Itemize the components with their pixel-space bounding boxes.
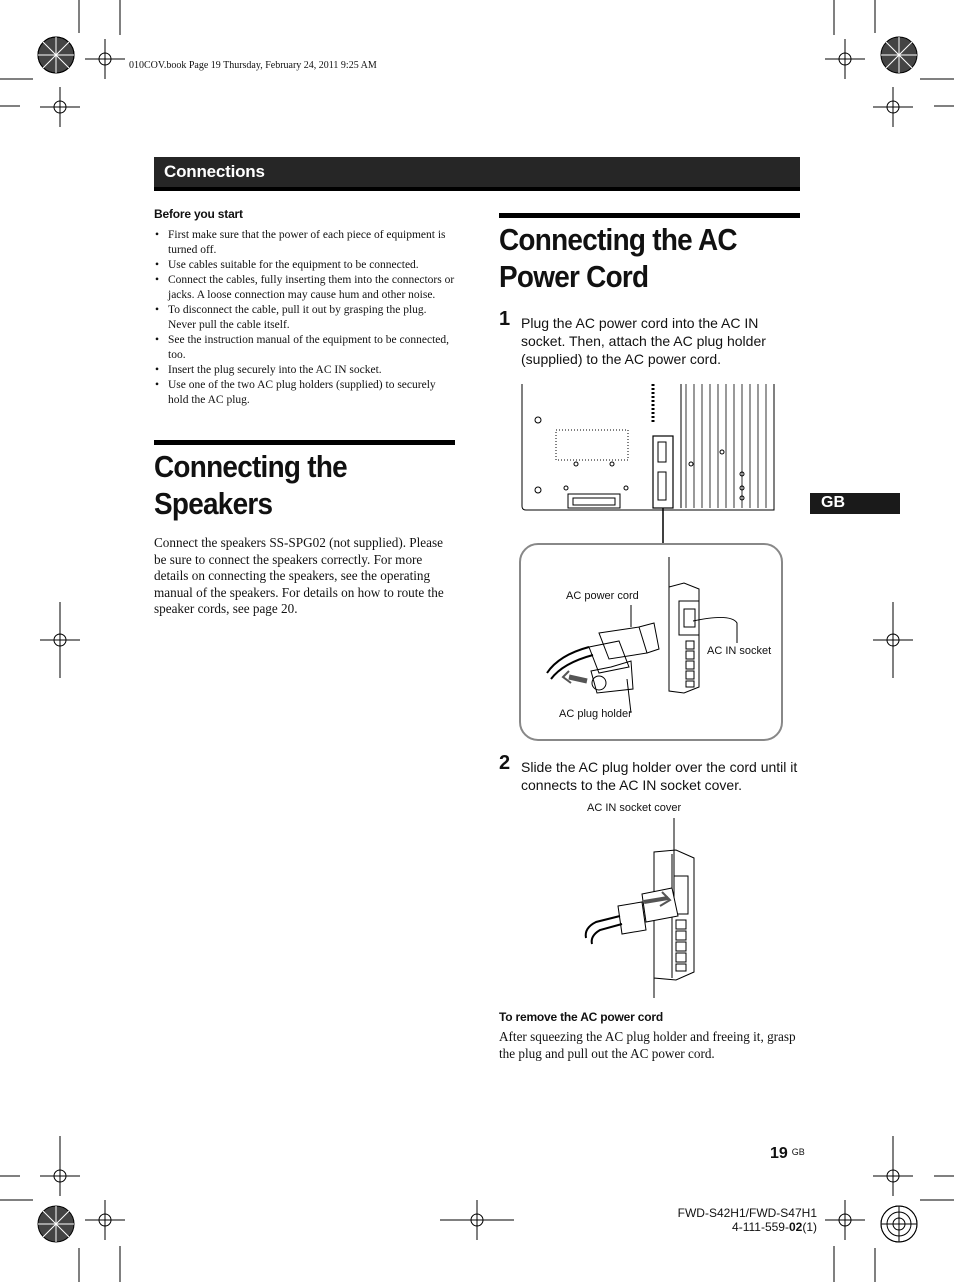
before-start-list <box>154 228 456 408</box>
registration-rosette-icon <box>881 37 917 73</box>
remove-text: After squeezing the AC plug holder and freeing it, grasp the plug and pull out the AC power cord. <box>499 1029 796 1061</box>
footer-code-bold: 02 <box>788 1220 803 1234</box>
footer-model: FWD-S42H1/FWD-S47H1 <box>677 1206 817 1220</box>
footer-code-prefix: 4-111-559- <box>732 1220 789 1234</box>
ac-power-title-line: Power Cord <box>499 259 649 294</box>
list-item: • Insert the plug securely into the AC IN socket. <box>154 363 456 378</box>
remove-heading: To remove the AC power cord <box>499 1010 663 1024</box>
label-ac-plug-holder: AC plug holder <box>559 708 632 720</box>
list-item: • Use cables suitable for the equipment to be connected. <box>154 258 456 273</box>
label-ac-power-cord: AC power cord <box>566 590 639 602</box>
label-ac-in-socket: AC IN socket <box>707 645 772 657</box>
plug-holder-slide-illustration <box>584 818 704 1002</box>
step-1-number: 1 <box>499 308 511 330</box>
footer-code-suffix: (1) <box>802 1220 817 1234</box>
ac-power-rule <box>499 213 800 218</box>
page-number <box>770 1145 805 1163</box>
step-1-text: Plug the AC power cord into the AC IN socket. Then, attach the AC plug holder (supplied) to the AC power cord. <box>521 315 766 367</box>
step-2-text: Slide the AC plug holder over the cord until it connects to the AC IN socket cover. <box>521 759 798 793</box>
page-number-value: 19 <box>770 1145 788 1162</box>
registration-rosette-icon <box>881 1206 917 1242</box>
speakers-title-line: Connecting the <box>154 449 347 484</box>
step-2-number: 2 <box>499 752 511 774</box>
speakers-title-line: Speakers <box>154 486 273 521</box>
page-number-suffix: GB <box>791 1147 805 1157</box>
list-item: • To disconnect the cable, pull it out by grasping the plug. Never pull the cable itself. <box>154 303 456 333</box>
ac-power-title-line: Connecting the AC <box>499 222 737 257</box>
registration-rosette-icon <box>38 1206 74 1242</box>
list-item: • Use one of the two AC plug holders (supplied) to securely hold the AC plug. <box>154 378 456 408</box>
before-start-heading: Before you start <box>154 207 243 221</box>
book-header: 010COV.book Page 19 Thursday, February 24, 2011 9:25 AM <box>129 60 377 71</box>
section-title: Connections <box>164 162 265 181</box>
language-tab <box>810 493 900 514</box>
list-item: • See the instruction manual of the equipment to be connected, too. <box>154 333 456 363</box>
registration-rosette-icon <box>38 37 74 73</box>
footer <box>678 1206 817 1234</box>
speakers-body: Connect the speakers SS-SPG02 (not supplied). Please be sure to connect the speakers correctly. For more details on connecting the speakers, see the operating manual of the speakers. For details on how to route the speaker cords, see page 20. <box>154 535 444 616</box>
footer-code <box>678 1220 817 1234</box>
speakers-rule <box>154 440 455 445</box>
list-item: • Connect the cables, fully inserting them into the connectors or jacks. A loose connection may cause hum and other noise. <box>154 273 456 303</box>
list-item: • First make sure that the power of each piece of equipment is turned off. <box>154 228 456 258</box>
ac-power-title <box>499 221 805 295</box>
monitor-rear-illustration <box>518 384 784 544</box>
language-tab-label: GB <box>821 494 845 511</box>
label-ac-in-socket-cover: AC IN socket cover <box>587 802 682 814</box>
speakers-title <box>154 448 451 522</box>
section-bar <box>154 157 800 191</box>
